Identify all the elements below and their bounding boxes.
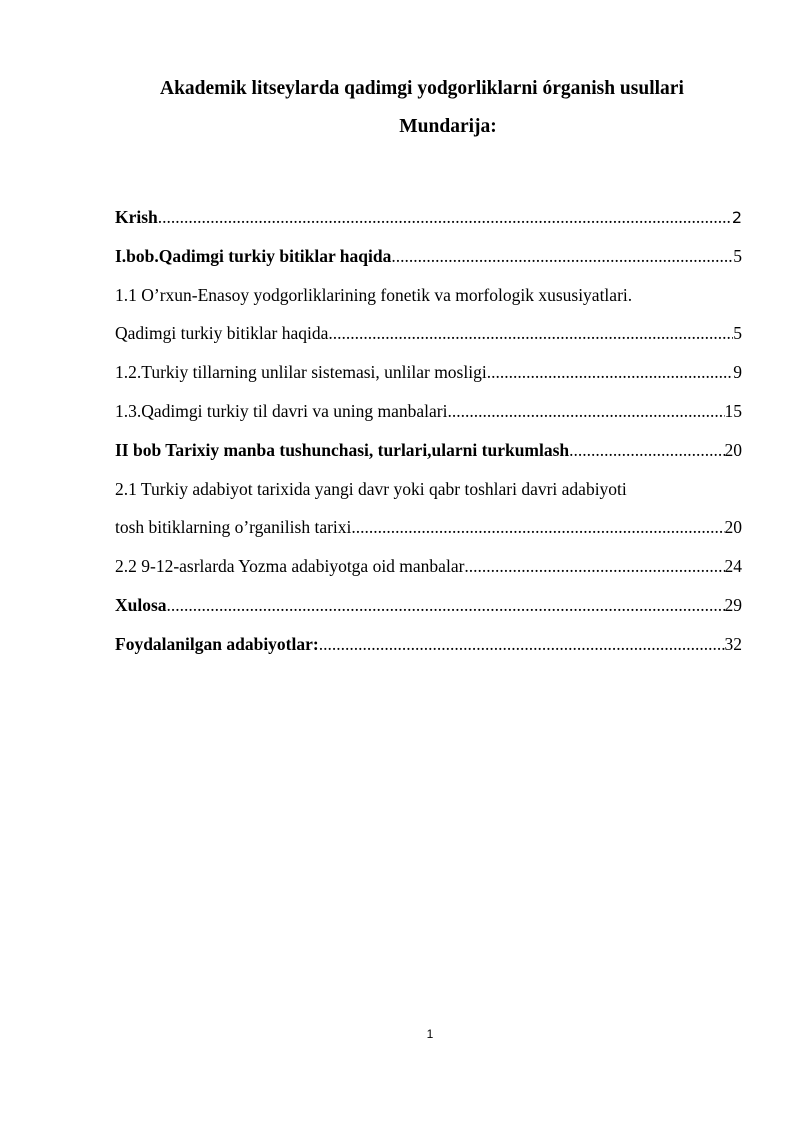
- toc-leader-dots: [319, 630, 725, 659]
- toc-entry-page: 24: [724, 556, 742, 576]
- toc-entry-label: Foydalanilgan adabiyotlar:: [115, 634, 319, 654]
- toc-leader-dots: [158, 203, 732, 232]
- toc-entry-references[interactable]: [115, 630, 742, 659]
- toc-entry-page: 15: [724, 401, 742, 421]
- document-title: Akademik litseylarda qadimgi yodgorliklarni órganish usullari: [160, 78, 684, 99]
- toc-entry-page: 9: [733, 362, 742, 382]
- toc-entry-section-2-1[interactable]: [115, 475, 742, 542]
- toc-entry-label: I.bob.Qadimgi turkiy bitiklar haqida: [115, 246, 392, 266]
- toc-entry-page: 5: [733, 323, 742, 343]
- toc-entry-section-1-1[interactable]: [115, 281, 742, 348]
- toc-entry-label: 1.2.Turkiy tillarning unlilar sistemasi, unlilar mosligi: [115, 362, 487, 382]
- toc-entry-page: 29: [724, 595, 742, 615]
- toc-leader-dots: [328, 319, 733, 348]
- toc-entry-label: 1.3.Qadimgi turkiy til davri va uning manbalari: [115, 401, 448, 421]
- toc-leader-dots: [487, 358, 734, 387]
- toc-entry-chapter-1[interactable]: [115, 242, 742, 271]
- toc-entry-page: 20: [724, 440, 742, 460]
- toc-leader-dots: [447, 397, 724, 426]
- toc-entry-label: tosh bitiklarning o’rganilish tarixi: [115, 517, 352, 537]
- toc-entry-section-1-2[interactable]: [115, 358, 742, 387]
- toc-entry-page: 5: [733, 246, 742, 266]
- table-of-contents: [115, 203, 742, 669]
- toc-entry-first-line: 1.1 O’rxun-Enasoy yodgorliklarining fonetik va morfologik xususiyatlari.: [115, 285, 633, 305]
- toc-entry-page: 2: [731, 208, 742, 227]
- toc-entry-page: 32: [724, 634, 742, 654]
- page-number: 1: [426, 1027, 434, 1041]
- toc-leader-dots: [464, 552, 724, 581]
- toc-entry-section-2-2[interactable]: [115, 552, 742, 581]
- toc-entry-label: 2.2 9-12-asrlarda Yozma adabiyotga oid manbalar: [115, 556, 465, 576]
- toc-heading: Mundarija:: [399, 116, 497, 137]
- toc-entry-label: Xulosa: [115, 595, 167, 615]
- toc-entry-chapter-2[interactable]: [115, 436, 742, 465]
- toc-leader-dots: [391, 242, 733, 271]
- toc-leader-dots: [351, 513, 724, 542]
- toc-leader-dots: [569, 436, 724, 465]
- toc-entry-label: Krish: [115, 207, 158, 227]
- toc-entry-label: Qadimgi turkiy bitiklar haqida: [115, 323, 329, 343]
- toc-entry-krish[interactable]: [115, 203, 742, 232]
- toc-entry-xulosa[interactable]: [115, 591, 742, 620]
- toc-entry-section-1-3[interactable]: [115, 397, 742, 426]
- toc-leader-dots: [167, 591, 725, 620]
- toc-entry-first-line: 2.1 Turkiy adabiyot tarixida yangi davr yoki qabr toshlari davri adabiyoti: [115, 479, 627, 499]
- toc-entry-label: II bob Tarixiy manba tushunchasi, turlari,ularni turkumlash: [115, 440, 570, 460]
- toc-entry-page: 20: [724, 517, 742, 537]
